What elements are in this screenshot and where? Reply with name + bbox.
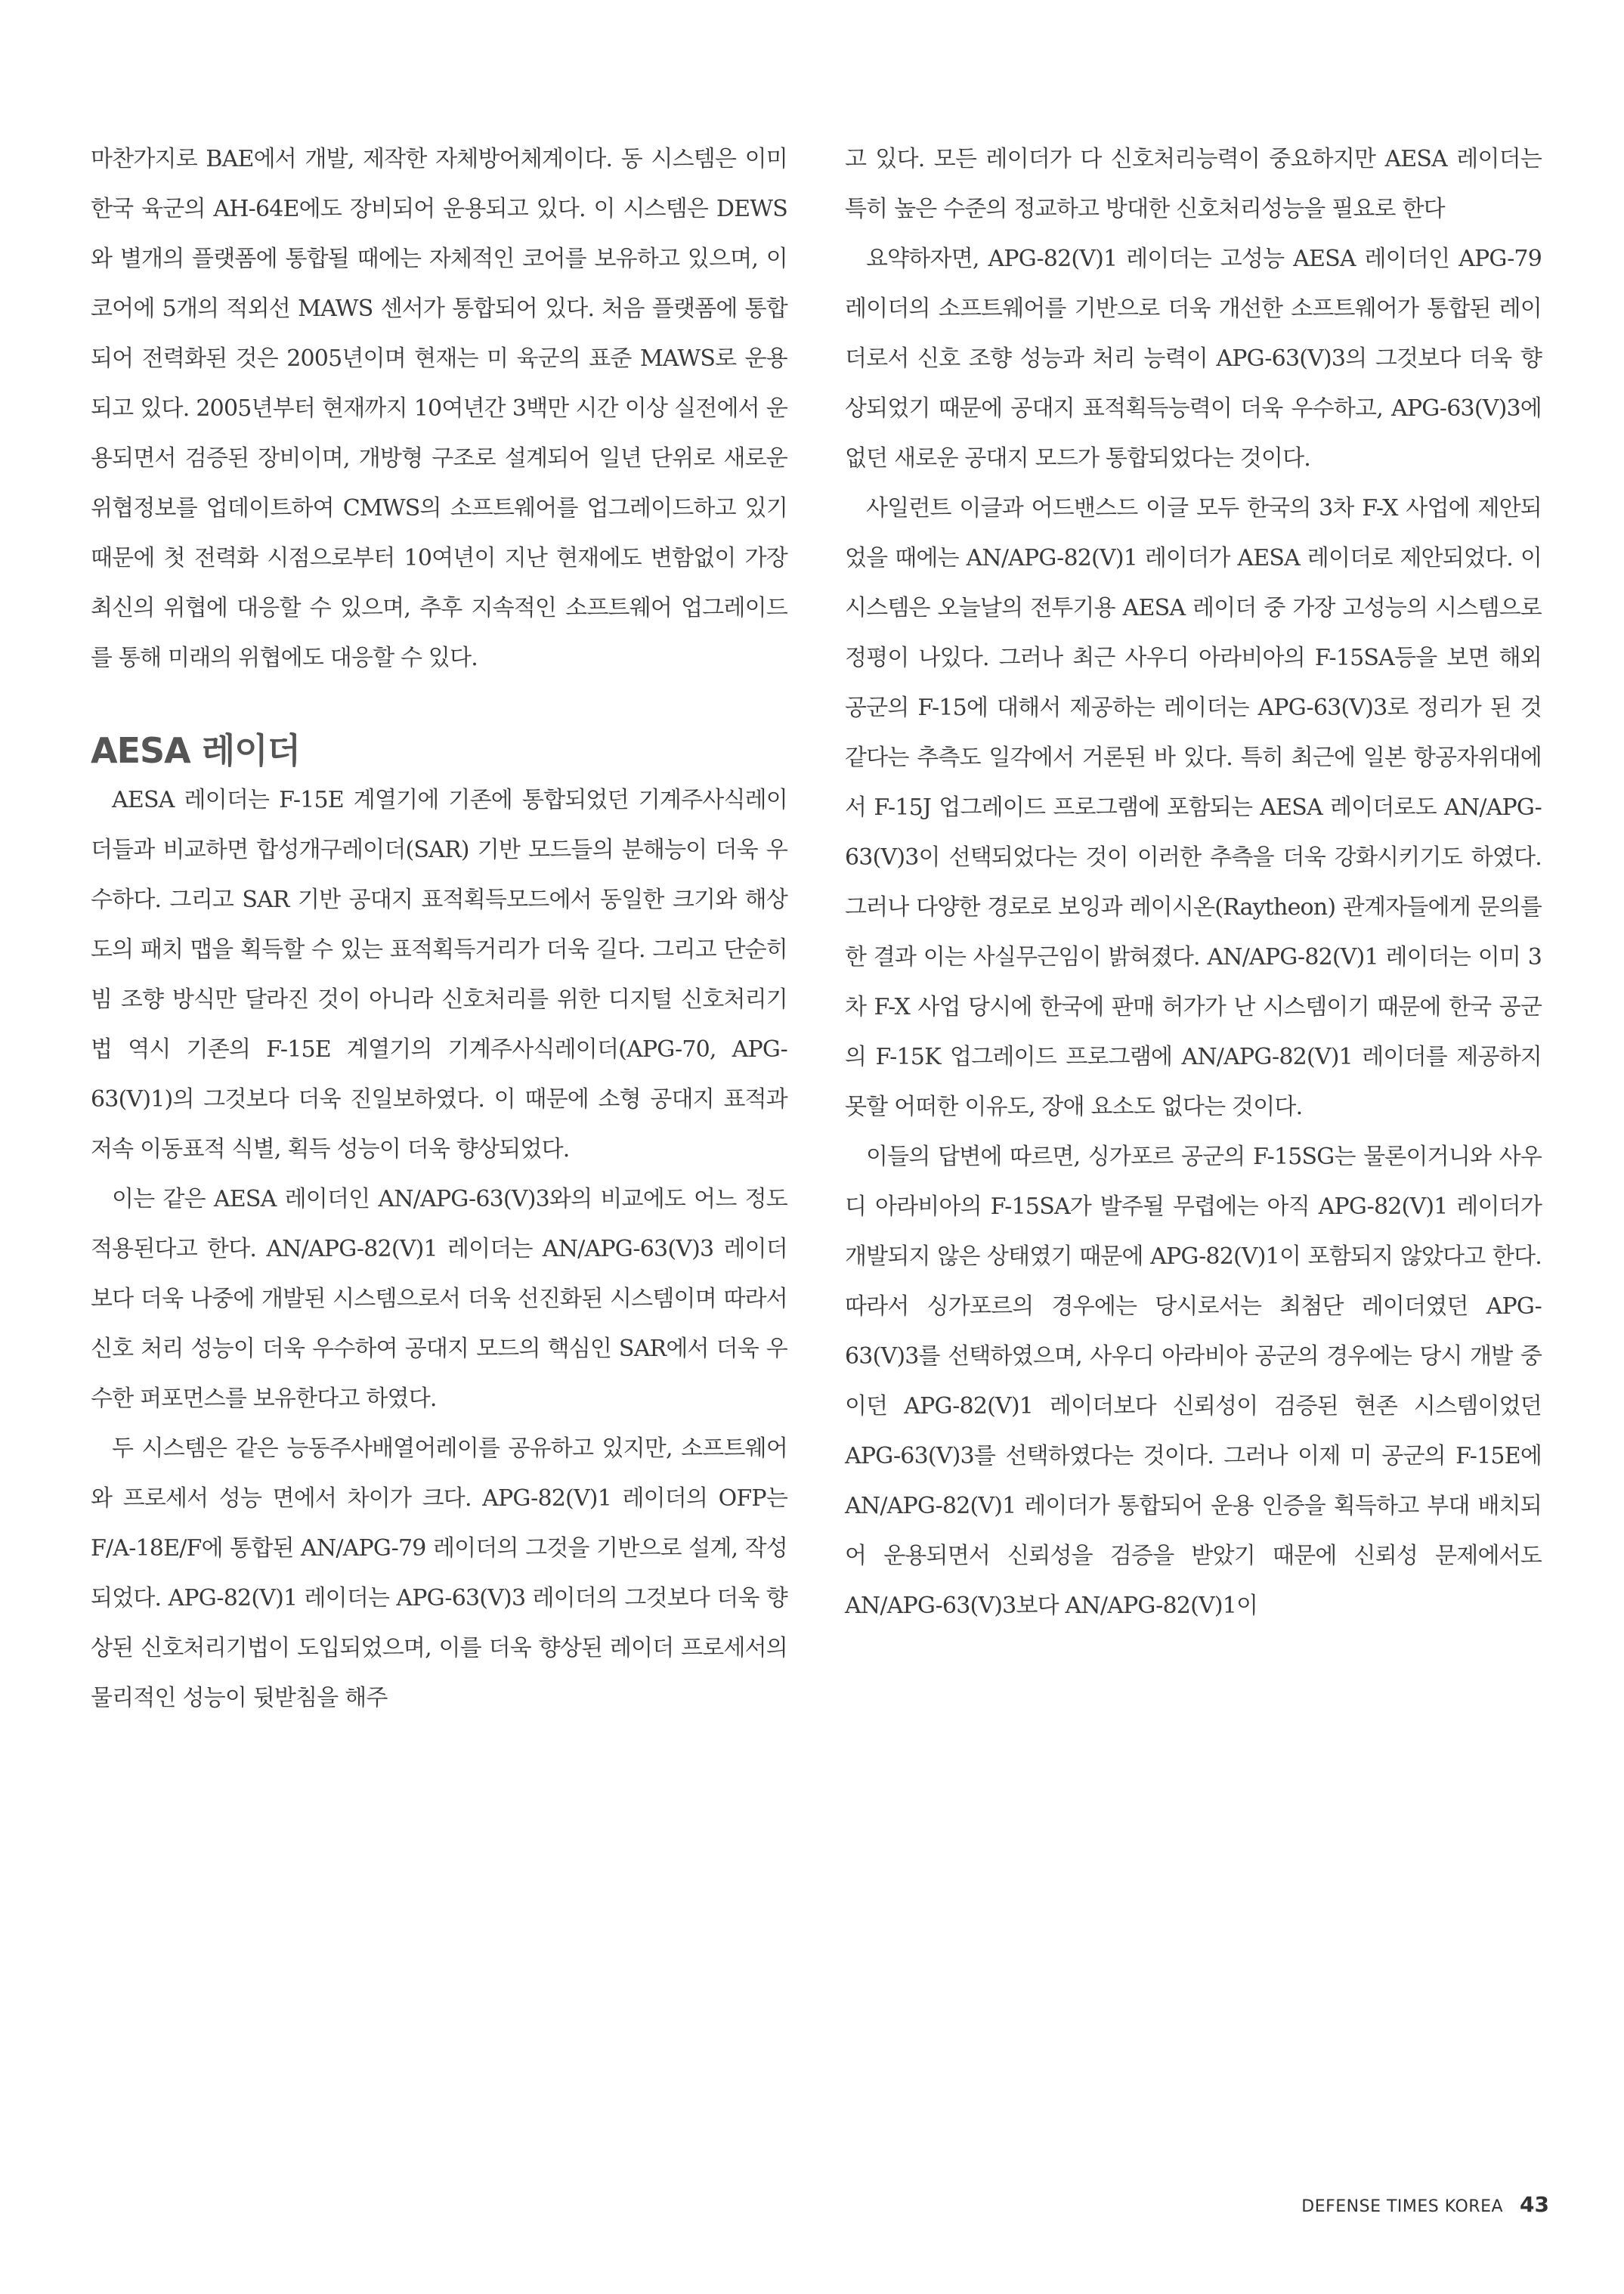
body-paragraph: 마찬가지로 BAE에서 개발, 제작한 자체방어체계이다. 동 시스템은 이미 한국 육군의 AH-64E에도 장비되어 운용되고 있다. 이 시스템은 DEWS와 별개의 플랫폼에 통합될 때에는 자체적인 코어를 보유하고 있으며, 이 코어에 5개의 적외선 MAWS 센서가 통합되어 있다. 처음 플랫폼에 통합되어 전력화된 것은 2005년이며 현재는 미 육군의 표준 MAWS로 운용되고 있다. 2005년부터 현재까지 10여년간 3백만 시간 이상 실전에서 운용되면서 검증된 장비이며, 개방형 구조로 설계되어 일년 단위로 새로운 위협정보를 업데이트하여 CMWS의 소프트웨어를 업그레이드하고 있기 때문에 첫 전력화 시점으로부터 10여년이 지난 현재에도 변함없이 가장 최신의 위협에 대응할 수 있으며, 추후 지속적인 소프트웨어 업그레이드를 통해 미래의 위협에도 대응할 수 있다. [91,146,787,671]
right-column [845,135,1542,1631]
body-paragraph: 이들의 답변에 따르면, 싱가포르 공군의 F-15SG는 물론이거니와 사우디 아라비아의 F-15SA가 발주될 무렵에는 아직 APG-82(V)1 레이더가 개발되지 않은 상태였기 때문에 APG-82(V)1이 포함되지 않았다고 한다. 따라서 싱가포르의 경우에는 당시로서는 최첨단 레이더였던 APG-63(V)3를 선택하였으며, 사우디 아라비아 공군의 경우에는 당시 개발 중이던 APG-82(V)1 레이더보다 신뢰성이 검증된 현존 시스템이었던 APG-63(V)3를 선택하였다는 것이다. 그러나 이제 미 공군의 F-15E에 AN/APG-82(V)1 레이더가 통합되어 운용 인증을 획득하고 부대 배치되어 운용되면서 신뢰성을 검증을 받았기 때문에 신뢰성 문제에서도 AN/APG-63(V)3보다 AN/APG-82(V)1이 [845,1144,1542,1619]
body-paragraph: 이는 같은 AESA 레이더인 AN/APG-63(V)3와의 비교에도 어느 정도 적용된다고 한다. AN/APG-82(V)1 레이더는 AN/APG-63(V)3 레이더보다 더욱 나중에 개발된 시스템으로서 더욱 선진화된 시스템이며 따라서 신호 처리 성능이 더욱 우수하여 공대지 모드의 핵심인 SAR에서 더욱 우수한 퍼포먼스를 보유한다고 하였다. [91,1186,787,1412]
publication-name: DEFENSE TIMES KOREA [1301,2197,1504,2216]
page-footer [1194,2192,1549,2217]
body-paragraph: 고 있다. 모든 레이더가 다 신호처리능력이 중요하지만 AESA 레이더는 특히 높은 수준의 정교하고 방대한 신호처리성능을 필요로 한다 [845,146,1542,222]
page-number: 43 [1520,2192,1549,2217]
section-heading: AESA 레이더 [91,730,301,771]
body-paragraph: 요약하자면, APG-82(V)1 레이더는 고성능 AESA 레이더인 APG-79 레이더의 소프트웨어를 기반으로 더욱 개선한 소프트웨어가 통합된 레이더로서 신호 조향 성능과 처리 능력이 APG-63(V)3의 그것보다 더욱 향상되었기 때문에 공대지 표적획득능력이 더욱 우수하고, APG-63(V)3에 없던 새로운 공대지 모드가 통합되었다는 것이다. [845,246,1542,472]
body-paragraph: AESA 레이더는 F-15E 계열기에 기존에 통합되었던 기계주사식레이더들과 비교하면 합성개구레이더(SAR) 기반 모드들의 분해능이 더욱 우수하다. 그리고 SAR 기반 공대지 표적획득모드에서 동일한 크기와 해상도의 패치 맵을 획득할 수 있는 표적획득거리가 더욱 길다. 그리고 단순히 빔 조향 방식만 달라진 것이 아니라 신호처리를 위한 디지털 신호처리기법 역시 기존의 F-15E 계열기의 기계주사식레이더(APG-70, APG-63(V)1)의 그것보다 더욱 진일보하였다. 이 때문에 소형 공대지 표적과 저속 이동표적 식별, 획득 성능이 더욱 향상되었다. [91,787,787,1162]
left-column [91,135,787,1723]
body-paragraph: 사일런트 이글과 어드밴스드 이글 모두 한국의 3차 F-X 사업에 제안되었을 때에는 AN/APG-82(V)1 레이더가 AESA 레이더로 제안되었다. 이 시스템은 오늘날의 전투기용 AESA 레이더 중 가장 고성능의 시스템으로 정평이 나있다. 그러나 최근 사우디 아라비아의 F-15SA등을 보면 해외 공군의 F-15에 대해서 제공하는 레이더는 APG-63(V)3로 정리가 된 것 같다는 추측도 일각에서 거론된 바 있다. 특히 최근에 일본 항공자위대에서 F-15J 업그레이드 프로그램에 포함되는 AESA 레이더로도 AN/APG-63(V)3이 선택되었다는 것이 이러한 추측을 더욱 강화시키기도 하였다. 그러나 다양한 경로로 보잉과 레이시온(Raytheon) 관계자들에게 문의를 한 결과 이는 사실무근임이 밝혀졌다. AN/APG-82(V)1 레이더는 이미 3차 F-X 사업 당시에 한국에 판매 허가가 난 시스템이기 때문에 한국 공군의 F-15K 업그레이드 프로그램에 AN/APG-82(V)1 레이더를 제공하지 못할 어떠한 이유도, 장애 요소도 없다는 것이다. [845,495,1542,1120]
body-paragraph: 두 시스템은 같은 능동주사배열어레이를 공유하고 있지만, 소프트웨어와 프로세서 성능 면에서 차이가 크다. APG-82(V)1 레이더의 OFP는 F/A-18E/F에 통합된 AN/APG-79 레이더의 그것을 기반으로 설계, 작성되었다. APG-82(V)1 레이더는 APG-63(V)3 레이더의 그것보다 더욱 향상된 신호처리기법이 도입되었으며, 이를 더욱 향상된 레이더 프로세서의 물리적인 성능이 뒷받침을 해주 [91,1435,787,1711]
